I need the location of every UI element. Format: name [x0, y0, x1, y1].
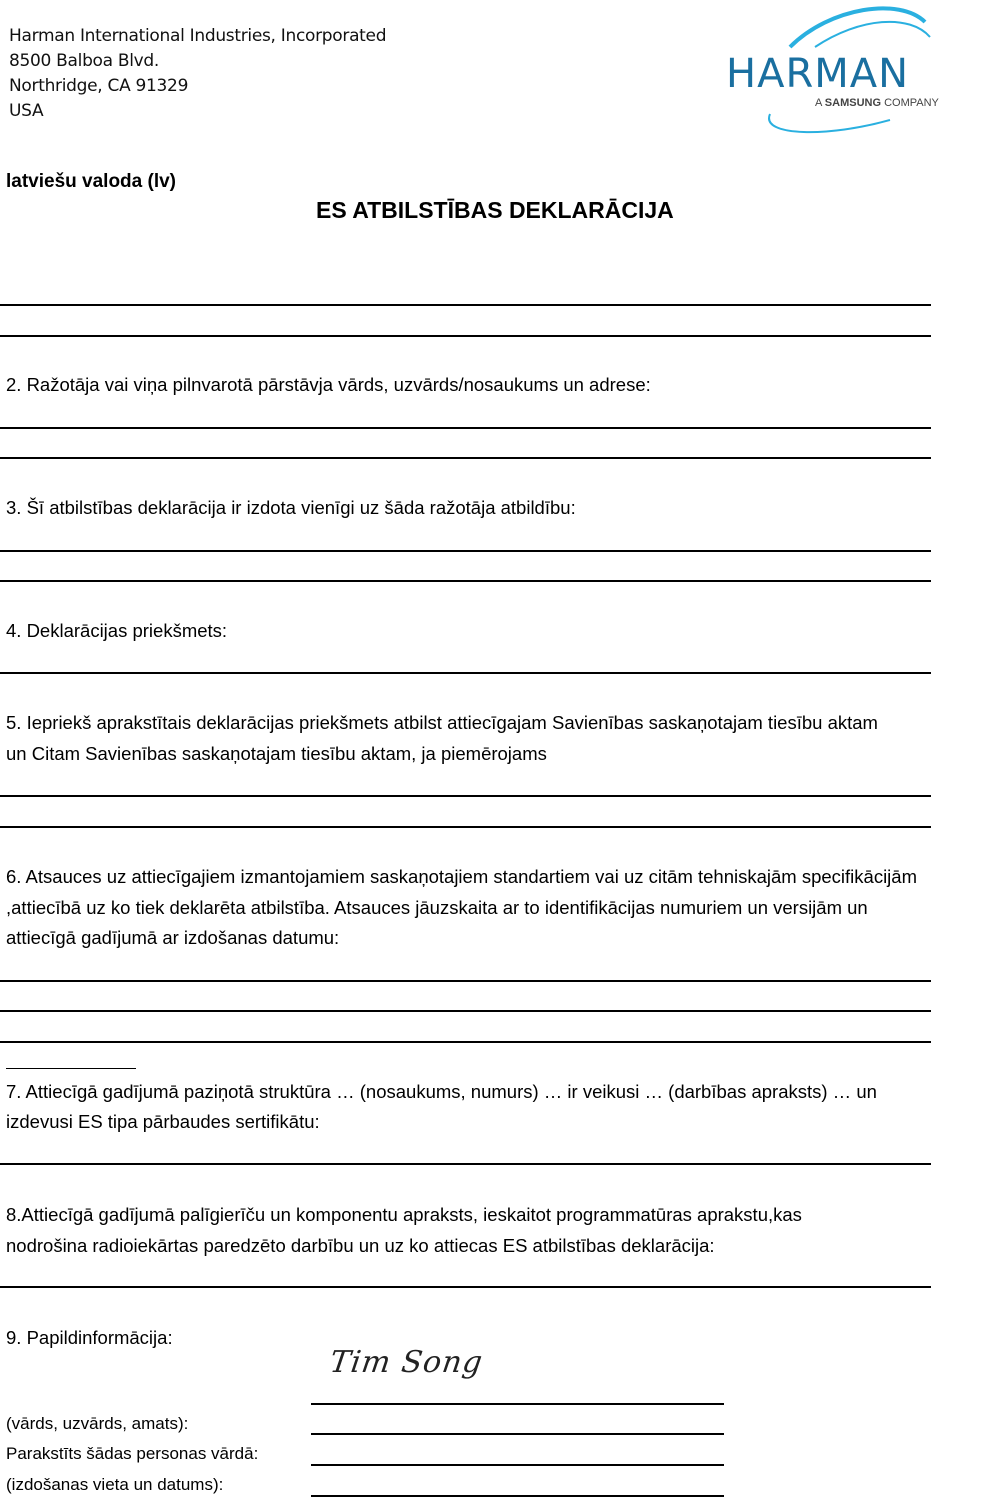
blank-line: [0, 580, 931, 582]
address-line: USA: [9, 101, 44, 121]
blank-line: [0, 672, 931, 674]
address-line: Harman International Industries, Incorporated: [9, 26, 387, 46]
section-7-line: 7. Attiecīgā gadījumā paziņotā struktūra … (nosaukums, numurs) … ir veikusi … (darbības apraksts) … un: [6, 1081, 877, 1102]
blank-line: [0, 335, 931, 337]
address-line: 8500 Balboa Blvd.: [9, 51, 160, 71]
harman-logo: [720, 2, 980, 137]
section-8-line: nodrošina radioiekārtas paredzēto darbību un uz ko attiecas ES atbilstības deklarācija:: [6, 1235, 715, 1256]
tagline-suffix: COMPANY: [884, 97, 939, 109]
section-7-line: izdevusi ES tipa pārbaudes sertifikātu:: [6, 1111, 320, 1132]
blank-line: [0, 980, 931, 982]
signed-for-line: [311, 1464, 724, 1466]
place-date-line: [311, 1495, 724, 1497]
section-2: 2. Ražotāja vai viņa pilnvarotā pārstāvja vārds, uzvārds/nosaukums un adrese:: [6, 374, 651, 395]
section-4: 4. Deklarācijas priekšmets:: [6, 620, 228, 641]
blank-line: [0, 1041, 931, 1043]
section-3: 3. Šī atbilstības deklarācija ir izdota vienīgi uz šāda ražotāja atbildību:: [6, 497, 576, 518]
blank-line: [0, 304, 931, 306]
logo-tagline: [815, 98, 939, 109]
signed-for-label: Parakstīts šādas personas vārdā:: [6, 1444, 259, 1463]
section-5-line: un Citam Savienības saskaņotajam tiesību aktam, ja piemērojams: [6, 743, 547, 764]
blank-line: [0, 826, 931, 828]
signature: Tim Song: [327, 1345, 486, 1380]
footnote-divider: [6, 1068, 136, 1069]
section-8-line: 8.Attiecīgā gadījumā palīgierīču un komponentu apraksts, ieskaitot programmatūras aprakstu,kas: [6, 1204, 802, 1225]
blank-line: [0, 795, 931, 797]
signature-line: [311, 1403, 724, 1405]
section-5-line: 5. Iepriekš aprakstītais deklarācijas priekšmets atbilst attiecīgajam Savienības saskaņotajam tiesību aktam: [6, 712, 878, 733]
blank-line: [0, 427, 931, 429]
blank-line: [0, 1010, 931, 1012]
place-date-label: (izdošanas vieta un datums):: [6, 1475, 224, 1494]
logo-brand: HARMAN: [726, 51, 910, 97]
section-9: 9. Papildinformācija:: [6, 1327, 173, 1348]
section-6-line: ,attiecībā uz ko tiek deklarēta atbilstība. Atsauces jāuzskaita ar to identifikācijas numuriem un versijām un: [6, 897, 868, 918]
section-6-line: attiecīgā gadījumā ar izdošanas datumu:: [6, 927, 340, 948]
tagline-brand: SAMSUNG: [824, 97, 882, 109]
blank-line: [0, 1286, 931, 1288]
address-line: Northridge, CA 91329: [9, 76, 189, 96]
name-title-label: (vārds, uzvārds, amats):: [6, 1414, 189, 1433]
page-title: ES ATBILSTĪBAS DEKLARĀCIJA: [316, 197, 674, 223]
blank-line: [0, 457, 931, 459]
blank-line: [0, 1163, 931, 1165]
tagline-prefix: A: [815, 97, 822, 109]
section-6-line: 6. Atsauces uz attiecīgajiem izmantojamiem saskaņotajiem standartiem vai uz citām tehniskajām specifikācijām: [6, 866, 917, 887]
blank-line: [0, 550, 931, 552]
language-label: latviešu valoda (lv): [6, 171, 177, 192]
name-title-line: [311, 1433, 724, 1435]
